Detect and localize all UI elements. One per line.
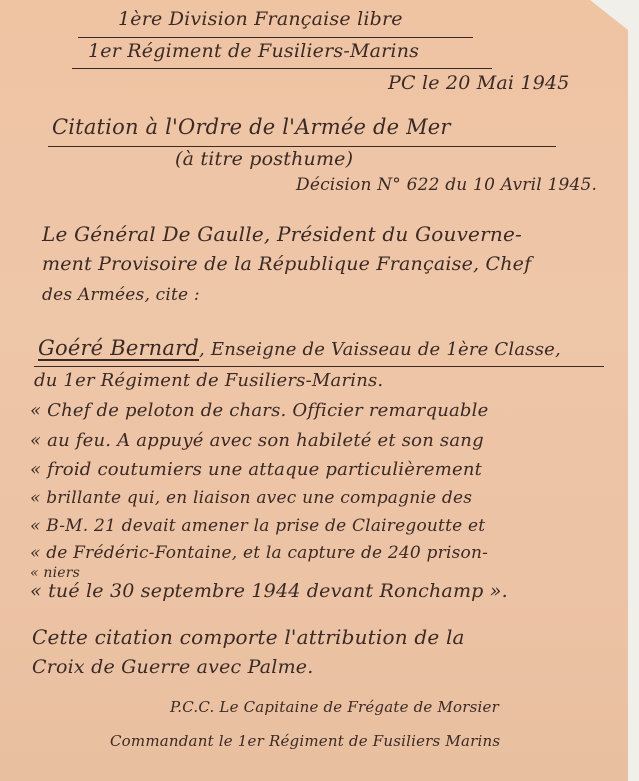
intro-line-2: ment Provisoire de la République Française, Chef bbox=[42, 253, 532, 275]
place-date: PC le 20 Mai 1945 bbox=[388, 72, 570, 94]
closing-line-1: Cette citation comporte l'attribution de la bbox=[32, 625, 465, 649]
citation-line-1: « Chef de peloton de chars. Officier remarquable bbox=[30, 400, 489, 421]
citation-line-4: « brillante qui, en liaison avec une compagnie des bbox=[30, 488, 473, 508]
intro-line-1: Le Général De Gaulle, Président du Gouverne- bbox=[42, 222, 522, 246]
citation-line-2: « au feu. A appuyé avec son habileté et son sang bbox=[30, 430, 484, 451]
regiment-underline bbox=[72, 68, 492, 69]
citation-line-5: « B-M. 21 devait amener la prise de Clairegoutte et bbox=[30, 516, 486, 536]
page-corner-fold bbox=[590, 0, 628, 30]
citation-line-8: « tué le 30 septembre 1944 devant Ronchamp ». bbox=[30, 580, 508, 602]
subject-name: Goéré Bernard bbox=[38, 336, 200, 360]
subject-line bbox=[38, 336, 561, 360]
citation-title-underline bbox=[48, 146, 556, 147]
signature-line-2: Commandant le 1er Régiment de Fusiliers Marins bbox=[110, 732, 501, 750]
intro-line-3: des Armées, cite : bbox=[42, 285, 200, 305]
citation-title: Citation à l'Ordre de l'Armée de Mer bbox=[52, 115, 451, 139]
posthumous-note: (à titre posthume) bbox=[175, 148, 354, 170]
decision-reference: Décision N° 622 du 10 Avril 1945. bbox=[296, 175, 598, 195]
subject-unit: du 1er Régiment de Fusiliers-Marins. bbox=[34, 370, 384, 391]
division-heading: 1ère Division Française libre bbox=[118, 8, 403, 30]
subject-rank: , Enseigne de Vaisseau de 1ère Classe, bbox=[199, 339, 561, 360]
citation-line-3: « froid coutumiers une attaque particulièrement bbox=[30, 459, 483, 480]
closing-line-2: Croix de Guerre avec Palme. bbox=[32, 656, 314, 678]
subject-underline bbox=[34, 366, 604, 367]
regiment-heading: 1er Régiment de Fusiliers-Marins bbox=[88, 40, 420, 62]
signature-line-1: P.C.C. Le Capitaine de Frégate de Morsier bbox=[170, 698, 499, 716]
citation-line-7: « niers bbox=[30, 565, 81, 581]
citation-line-6: « de Frédéric-Fontaine, et la capture de 240 prison- bbox=[30, 543, 489, 563]
division-underline bbox=[78, 37, 473, 38]
